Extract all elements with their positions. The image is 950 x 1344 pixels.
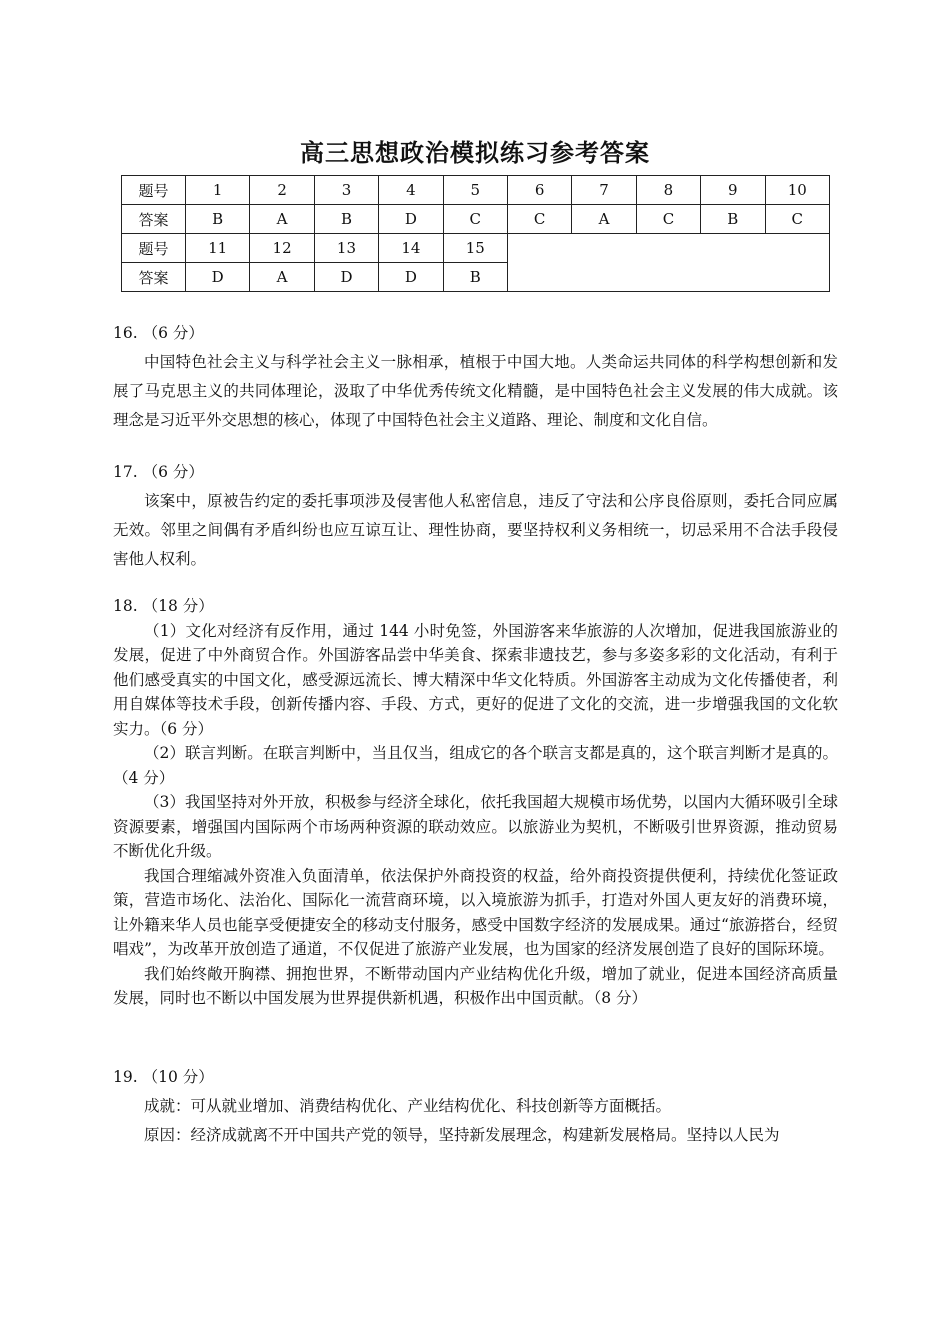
question-number: 15 bbox=[443, 234, 507, 263]
question-17 bbox=[113, 458, 838, 574]
answer-cell: D bbox=[314, 263, 378, 292]
question-number: 4 bbox=[379, 176, 443, 205]
answer-paragraph: 中国特色社会主义与科学社会主义一脉相承，植根于中国大地。人类命运共同体的科学构想创新和发展了马克思主义的共同体理论，汲取了中华优秀传统文化精髓，是中国特色社会主义发展的伟大成就。该理念是习近平外交思想的核心，体现了中国特色社会主义道路、理论、制度和文化自信。 bbox=[113, 353, 838, 429]
answer-paragraph: 我国合理缩减外资准入负面清单，依法保护外商投资的权益，给外商投资提供便利，持续优化签证政策，营造市场化、法治化、国际化一流营商环境，以入境旅游为抓手，打造对外国人更友好的消费环境，让外籍来华人员也能享受便捷安全的移动支付服务，感受中国数字经济的发展成果。通过“旅游搭台，经贸唱戏”，为改革开放创造了通道，不仅促进了旅游产业发展，也为国家的经济发展创造了良好的国际环境。 bbox=[113, 866, 838, 958]
question-number: 14 bbox=[379, 234, 443, 263]
answer-paragraph: （1）文化对经济有反作用，通过 144 小时免签，外国游客来华旅游的人次增加，促进我国旅游业的发展，促进了中外商贸合作。外国游客品尝中华美食、探索非遗技艺，参与多姿多彩的文化活动，有利于他们感受真实的中国文化，感受源远流长、博大精深中华文化特质。外国游客主动成为文化传播使者，利用自媒体等技术手段，创新传播内容、手段、方式，更好的促进了文化的交流，进一步增强我国的文化软实力。（6 分） bbox=[113, 621, 838, 738]
answer-cell: B bbox=[443, 263, 507, 292]
answer-cell: A bbox=[250, 205, 314, 234]
answer-cell: C bbox=[636, 205, 700, 234]
answer-cell: B bbox=[314, 205, 378, 234]
answer-paragraph: （3）我国坚持对外开放，积极参与经济全球化，依托我国超大规模市场优势，以国内大循环吸引全球资源要素，增强国内国际两个市场两种资源的联动效应。以旅游业为契机，不断吸引世界资源，推动贸易不断优化升级。 bbox=[113, 793, 838, 860]
question-number: 13 bbox=[314, 234, 378, 263]
question-number: 1 bbox=[186, 176, 250, 205]
row-label: 题号 bbox=[122, 176, 186, 205]
answer-cell: A bbox=[572, 205, 636, 234]
answer-cell: A bbox=[250, 263, 314, 292]
row-label: 题号 bbox=[122, 234, 186, 263]
answer-paragraph: 成就：可从就业增加、消费结构优化、产业结构优化、科技创新等方面概括。 bbox=[144, 1096, 672, 1115]
answer-cell: D bbox=[379, 263, 443, 292]
spacer bbox=[113, 1011, 838, 1063]
table-row bbox=[122, 234, 830, 263]
question-heading: 17. （6 分） bbox=[113, 463, 204, 481]
question-number: 11 bbox=[186, 234, 250, 263]
answer-cell: B bbox=[701, 205, 765, 234]
answer-cell: C bbox=[507, 205, 571, 234]
question-number: 12 bbox=[250, 234, 314, 263]
question-heading: 16. （6 分） bbox=[113, 324, 204, 342]
row-label: 答案 bbox=[122, 263, 186, 292]
question-number: 9 bbox=[701, 176, 765, 205]
empty-cell bbox=[507, 234, 829, 292]
answer-cell: D bbox=[379, 205, 443, 234]
question-heading: 19. （10 分） bbox=[113, 1067, 214, 1086]
question-number: 6 bbox=[507, 176, 571, 205]
question-number: 5 bbox=[443, 176, 507, 205]
answer-paragraph: 我们始终敞开胸襟、拥抱世界，不断带动国内产业结构优化升级，增加了就业，促进本国经济高质量发展，同时也不断以中国发展为世界提供新机遇，积极作出中国贡献。（8 分） bbox=[113, 964, 838, 1007]
question-number: 2 bbox=[250, 176, 314, 205]
spacer bbox=[113, 435, 838, 458]
table-row bbox=[122, 205, 830, 234]
question-19 bbox=[113, 1063, 838, 1150]
table-row bbox=[122, 176, 830, 205]
question-number: 3 bbox=[314, 176, 378, 205]
answer-paragraph: 该案中，原被告约定的委托事项涉及侵害他人私密信息，违反了守法和公序良俗原则，委托合同应属无效。邻里之间偶有矛盾纠纷也应互谅互让、理性协商，要坚持权利义务相统一，切忌采用不合法手段侵害他人权利。 bbox=[113, 492, 838, 568]
answer-paragraph: （2）联言判断。在联言判断中，当且仅当，组成它的各个联言支都是真的，这个联言判断才是真的。（4 分） bbox=[113, 744, 838, 787]
answer-table bbox=[121, 175, 830, 292]
answer-content bbox=[113, 319, 838, 1150]
answer-cell: C bbox=[765, 205, 829, 234]
question-16 bbox=[113, 319, 838, 435]
spacer bbox=[113, 574, 838, 594]
question-heading: 18. （18 分） bbox=[113, 597, 214, 615]
answer-paragraph: 原因：经济成就离不开中国共产党的领导，坚持新发展理念，构建新发展格局。坚持以人民为 bbox=[144, 1125, 780, 1144]
question-18 bbox=[113, 594, 838, 1011]
answer-cell: D bbox=[186, 263, 250, 292]
question-number: 10 bbox=[765, 176, 829, 205]
row-label: 答案 bbox=[122, 205, 186, 234]
question-number: 7 bbox=[572, 176, 636, 205]
answer-cell: B bbox=[186, 205, 250, 234]
question-number: 8 bbox=[636, 176, 700, 205]
answer-cell: C bbox=[443, 205, 507, 234]
page-title: 高三思想政治模拟练习参考答案 bbox=[300, 139, 650, 167]
